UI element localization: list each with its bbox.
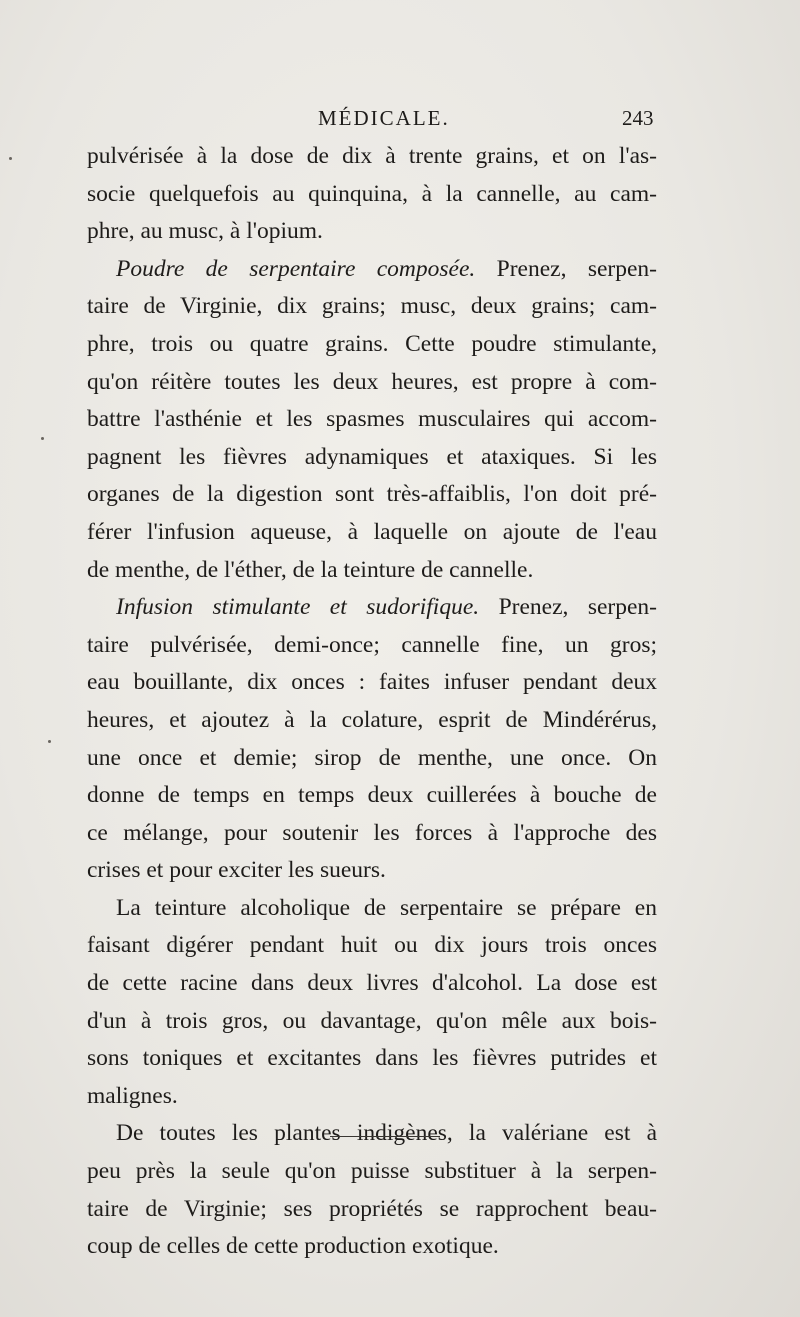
- text-line: heures, et ajoutez à la colature, esprit de Mindérérus,: [87, 706, 657, 733]
- text-line: Infusion stimulante et sudorifique. Prenez, serpen-: [116, 594, 657, 621]
- text-line: taire pulvérisée, demi-once; cannelle fine, un gros;: [87, 631, 657, 658]
- text-line: de menthe, de l'éther, de la teinture de cannelle.: [87, 556, 534, 583]
- text-line: ce mélange, pour soutenir les forces à l'approche des: [87, 819, 657, 846]
- text-line: taire de Virginie; ses propriétés se rapprochent beau-: [87, 1195, 657, 1222]
- text-line: La teinture alcoholique de serpentaire se prépare en: [116, 894, 657, 921]
- section-heading-italic: Poudre de serpentaire composée.: [116, 255, 476, 282]
- text-line: socie quelquefois au quinquina, à la cannelle, au cam-: [87, 180, 657, 207]
- text-line: phre, trois ou quatre grains. Cette poudre stimulante,: [87, 330, 657, 357]
- text-line: organes de la digestion sont très-affaiblis, l'on doit pré-: [87, 481, 657, 508]
- text-line: d'un à trois gros, ou davantage, qu'on mêle aux bois-: [87, 1007, 657, 1034]
- running-head: [0, 103, 800, 133]
- body-text: [87, 138, 657, 1266]
- text-line: une once et demie; sirop de menthe, une once. On: [87, 744, 657, 771]
- text-line: donne de temps en temps deux cuillerées à bouche de: [87, 782, 657, 809]
- text-line: peu près la seule qu'on puisse substituer à la serpen-: [87, 1158, 657, 1185]
- text-line: taire de Virginie, dix grains; musc, deux grains; cam-: [87, 293, 657, 320]
- text-line: battre l'asthénie et les spasmes musculaires qui accom-: [87, 406, 657, 433]
- text-line: coup de celles de cette production exotique.: [87, 1233, 499, 1260]
- text-line: qu'on réitère toutes les deux heures, est propre à com-: [87, 368, 657, 395]
- text-line: crises et pour exciter les sueurs.: [87, 857, 386, 884]
- text-line: férer l'infusion aqueuse, à laquelle on ajoute de l'eau: [87, 518, 657, 545]
- text-line: faisant digérer pendant huit ou dix jours trois onces: [87, 932, 657, 959]
- text-line: pagnent les fièvres adynamiques et ataxiques. Si les: [87, 443, 657, 470]
- end-rule: [330, 1136, 440, 1137]
- paper-speck: [9, 157, 12, 160]
- text-line: sons toniques et excitantes dans les fièvres putrides et: [87, 1045, 657, 1072]
- section-heading-italic: Infusion stimulante et sudorifique.: [116, 594, 480, 621]
- paper-speck: [41, 437, 44, 440]
- text-line: Poudre de serpentaire composée. Prenez, serpen-: [116, 255, 657, 282]
- paper-speck: [48, 740, 51, 743]
- text-line: pulvérisée à la dose de dix à trente grains, et on l'as-: [87, 143, 657, 169]
- text-line: phre, au musc, à l'opium.: [87, 218, 323, 245]
- text-line: malignes.: [87, 1082, 178, 1109]
- page-number: 243: [622, 106, 654, 130]
- text-line: de cette racine dans deux livres d'alcohol. La dose est: [87, 970, 657, 997]
- text-line: De toutes les plantes indigènes, la valériane est à: [116, 1120, 657, 1147]
- running-head-title: MÉDICALE.: [318, 106, 450, 130]
- text-line: eau bouillante, dix onces : faites infuser pendant deux: [87, 669, 657, 696]
